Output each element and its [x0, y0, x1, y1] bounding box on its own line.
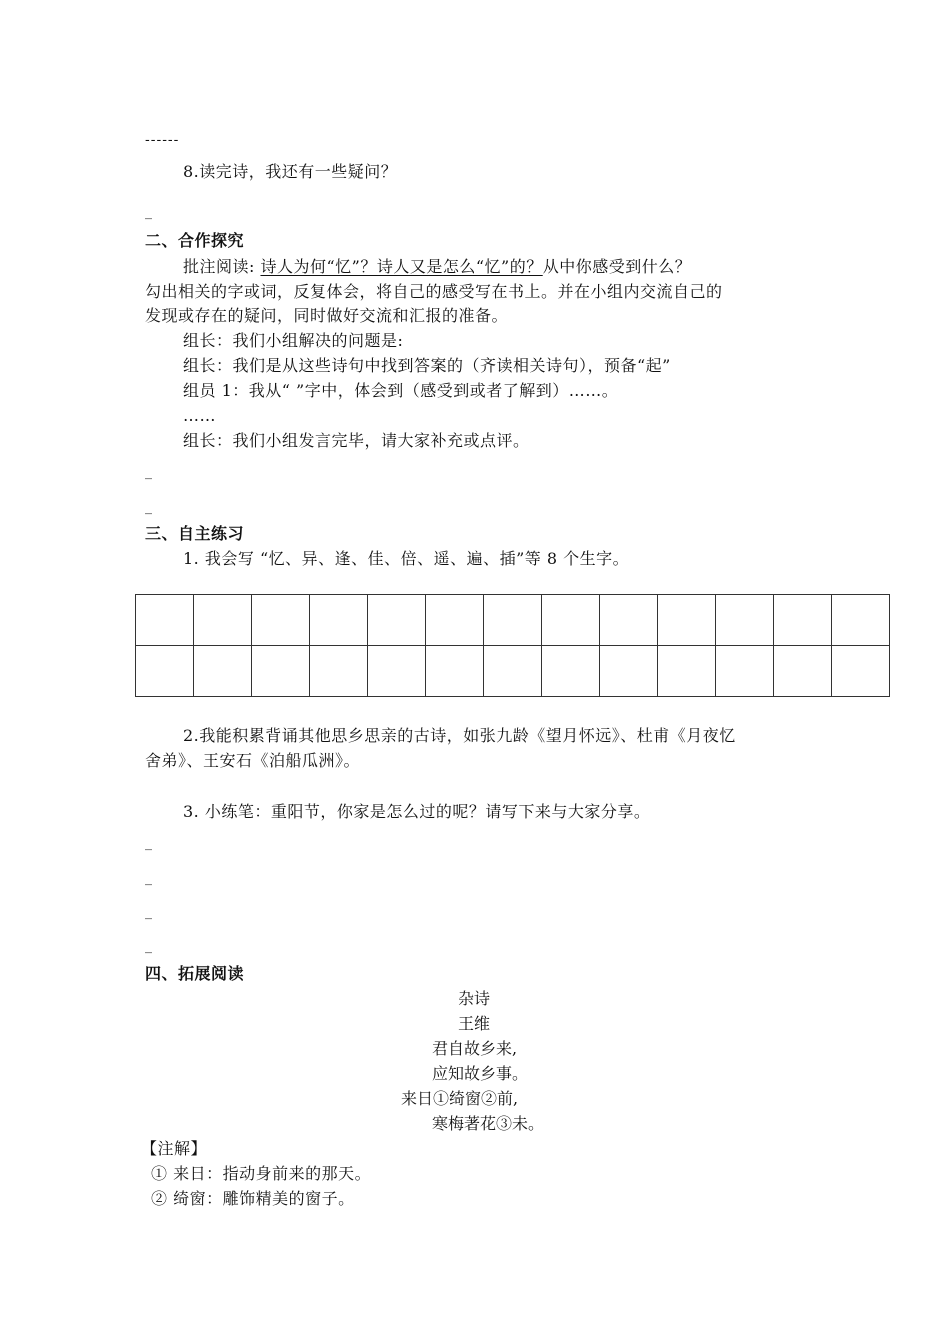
answer-blank: _ — [145, 870, 152, 886]
grid-cell[interactable] — [136, 646, 194, 697]
notes-title: 【注解】 — [141, 1139, 208, 1158]
answer-blank: _ — [145, 499, 152, 515]
grid-cell[interactable] — [542, 595, 600, 646]
grid-cell[interactable] — [774, 646, 832, 697]
section-4-title: 四、拓展阅读 — [145, 964, 245, 983]
prompt-suffix: 从中你感受到什么？ — [542, 257, 692, 276]
grid-cell[interactable] — [832, 646, 890, 697]
section-2-title: 二、合作探究 — [145, 231, 245, 250]
grid-cell[interactable] — [716, 646, 774, 697]
grid-cell[interactable] — [426, 595, 484, 646]
ellipsis-line: …… — [183, 406, 216, 425]
exercise-2-line-2: 舍弟》、王安石《泊船瓜洲》。 — [145, 751, 361, 770]
grid-cell[interactable] — [368, 646, 426, 697]
grid-row — [136, 646, 890, 697]
grid-cell[interactable] — [658, 646, 716, 697]
grid-row — [136, 595, 890, 646]
exercise-3: 3. 小练笔：重阳节，你家是怎么过的呢？请写下来与大家分享。 — [183, 802, 651, 821]
poem-line-4: 寒梅著花③未。 — [432, 1114, 545, 1133]
poem-line-2: 应知故乡事。 — [432, 1064, 529, 1083]
grid-cell[interactable] — [716, 595, 774, 646]
grid-cell[interactable] — [658, 595, 716, 646]
prompt-line-3: 发现或存在的疑问，同时做好交流和汇报的准备。 — [145, 306, 509, 325]
annotation-prompt — [183, 257, 691, 277]
leader-line-3: 组长：我们小组发言完毕，请大家补充或点评。 — [183, 431, 530, 450]
exercise-2-line-1: 2.我能积累背诵其他思乡思亲的古诗，如张九龄《望月怀远》、杜甫《月夜忆 — [183, 726, 736, 745]
answer-blank: _ — [145, 204, 152, 220]
grid-cell[interactable] — [136, 595, 194, 646]
prompt-prefix: 批注阅读: — [183, 257, 261, 276]
grid-cell[interactable] — [600, 595, 658, 646]
grid-cell[interactable] — [542, 646, 600, 697]
grid-cell[interactable] — [368, 595, 426, 646]
answer-blank: _ — [145, 835, 152, 851]
poem-author: 王维 — [458, 1014, 491, 1033]
grid-cell[interactable] — [194, 595, 252, 646]
member-line-1: 组员 1：我从“ ”字中，体会到（感受到或者了解到）……。 — [183, 381, 619, 400]
grid-cell[interactable] — [484, 646, 542, 697]
writing-grid — [135, 594, 890, 697]
grid-cell[interactable] — [426, 646, 484, 697]
grid-cell[interactable] — [774, 595, 832, 646]
top-dashes: ------ — [145, 132, 180, 148]
note-2: ② 绮窗：雕饰精美的窗子。 — [151, 1189, 355, 1208]
answer-blank: _ — [145, 464, 152, 480]
leader-line-2: 组长：我们是从这些诗句中找到答案的（齐读相关诗句），预备“起” — [183, 356, 671, 375]
prompt-underlined: 诗人为何“忆”？诗人又是怎么“忆”的？ — [260, 257, 543, 276]
answer-blank: _ — [145, 938, 152, 954]
exercise-1: 1. 我会写 “忆、异、逢、佳、倍、遥、遍、插”等 8 个生字。 — [183, 549, 630, 568]
question-8: 8.读完诗，我还有一些疑问？ — [183, 162, 398, 181]
prompt-line-2: 勾出相关的字或词，反复体会，将自己的感受写在书上。并在小组内交流自己的 — [145, 282, 723, 301]
answer-blank: _ — [145, 904, 152, 920]
grid-cell[interactable] — [600, 646, 658, 697]
grid-cell[interactable] — [252, 646, 310, 697]
poem-line-3: 来日①绮窗②前, — [401, 1089, 519, 1108]
grid-cell[interactable] — [194, 646, 252, 697]
grid-cell[interactable] — [252, 595, 310, 646]
grid-cell[interactable] — [310, 646, 368, 697]
section-3-title: 三、自主练习 — [145, 524, 245, 543]
grid-cell[interactable] — [310, 595, 368, 646]
poem-line-1: 君自故乡来, — [432, 1039, 518, 1058]
note-1: ① 来日：指动身前来的那天。 — [151, 1164, 372, 1183]
grid-cell[interactable] — [484, 595, 542, 646]
grid-cell[interactable] — [832, 595, 890, 646]
leader-line-1: 组长：我们小组解决的问题是: — [183, 331, 404, 350]
poem-title: 杂诗 — [458, 989, 491, 1008]
